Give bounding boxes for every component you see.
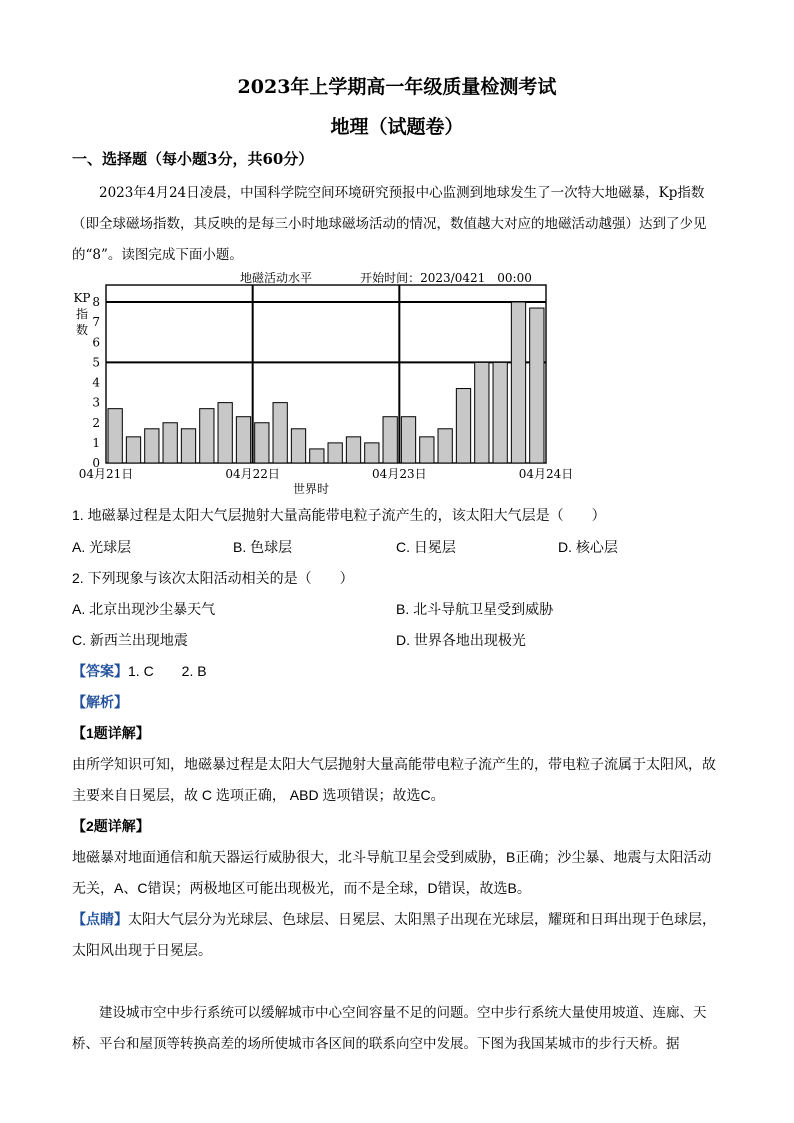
answer-line bbox=[72, 661, 207, 681]
y-tick-2: 2 bbox=[92, 415, 100, 430]
bar-11 bbox=[310, 449, 324, 463]
passage-1: 2023年4月24日凌晨，中国科学院空间环境研究预报中心监测到地球发生了一次特大地磁暴，Kp指数（即全球磁场指数，其反映的是每三小时地球磁场活动的情况，数值越大对应的地磁活动越强）达到了少见的“8”。读图完成下面小题。 bbox=[72, 185, 707, 263]
bar-17 bbox=[420, 437, 434, 463]
y-tick-5: 5 bbox=[92, 355, 100, 370]
passage-2: 建设城市空中步行系统可以缓解城市中心空间容量不足的问题。空中步行系统大量使用坡道、连廊、天桥、平台和屋顶等转换高差的场所使城市各区间的联系向空中发展。下图为我国某城市的步行天桥。据 bbox=[72, 1005, 707, 1052]
bar-20 bbox=[475, 362, 489, 463]
q2-option-d: D. 世界各地出现极光 bbox=[396, 632, 526, 648]
bar-18 bbox=[438, 429, 452, 463]
exam-subtitle: 地理（试题卷） bbox=[330, 116, 464, 138]
y-tick-3: 3 bbox=[92, 395, 100, 410]
y-tick-7: 7 bbox=[92, 315, 100, 330]
tip-text: 太阳大气层分为光球层、色球层、日冕层、太阳黑子出现在光球层，耀斑和日珥出现于色球层，太阳风出现于日冕层。 bbox=[72, 911, 716, 958]
q1-option-c: C. 日冕层 bbox=[396, 539, 456, 555]
detail-2-label: 【2题详解】 bbox=[72, 818, 150, 834]
x-axis-label: 世界时 bbox=[292, 482, 330, 496]
answer-text: 1. C 2. B bbox=[128, 663, 207, 679]
y-axis-label-kp: KP bbox=[73, 291, 91, 305]
bar-12 bbox=[328, 443, 342, 463]
bar-23 bbox=[530, 308, 544, 463]
bar-4 bbox=[181, 429, 195, 463]
y-tick-1: 1 bbox=[92, 435, 100, 450]
bar-10 bbox=[291, 429, 305, 463]
section-heading: 一、选择题（每小题3分，共60分） bbox=[72, 150, 314, 168]
x-day-label-0: 04月21日 bbox=[78, 467, 134, 481]
tip-label: 【点睛】 bbox=[72, 911, 128, 927]
y-axis-label-shu: 数 bbox=[75, 323, 89, 337]
y-tick-0: 0 bbox=[92, 456, 100, 470]
bar-16 bbox=[401, 417, 415, 463]
bar-6 bbox=[218, 403, 232, 463]
kp-index-chart bbox=[66, 266, 574, 498]
bar-15 bbox=[383, 417, 397, 463]
analysis-label: 【解析】 bbox=[72, 694, 128, 710]
y-tick-8: 8 bbox=[92, 295, 100, 309]
y-axis-label-zhi: 指 bbox=[75, 307, 89, 321]
bar-21 bbox=[493, 362, 507, 463]
bar-8 bbox=[255, 423, 269, 463]
x-day-label-1: 04月22日 bbox=[225, 467, 280, 481]
question-1-stem: 1. 地磁暴过程是太阳大气层抛射大量高能带电粒子流产生的，该太阳大气层是（ ） bbox=[72, 507, 606, 523]
question-2-stem: 2. 下列现象与该次太阳活动相关的是（ ） bbox=[72, 570, 354, 586]
q2-option-a: A. 北京出现沙尘暴天气 bbox=[72, 601, 216, 617]
bar-9 bbox=[273, 403, 287, 463]
exam-title: 2023年上学期高一年级质量检测考试 bbox=[237, 76, 557, 98]
chart-start-time: 开始时间：2023/0421 00:00 bbox=[360, 271, 532, 285]
chart-title: 地磁活动水平 bbox=[239, 271, 313, 285]
q2-option-b: B. 北斗导航卫星受到威胁 bbox=[396, 601, 554, 617]
detail-1-label: 【1题详解】 bbox=[72, 725, 150, 741]
q1-option-b: B. 色球层 bbox=[233, 539, 293, 555]
bar-5 bbox=[200, 409, 214, 463]
bar-22 bbox=[511, 302, 525, 463]
bar-2 bbox=[145, 429, 159, 463]
bar-19 bbox=[456, 389, 470, 463]
q1-option-a: A. 光球层 bbox=[72, 539, 132, 555]
bar-1 bbox=[126, 437, 140, 463]
q2-option-c: C. 新西兰出现地震 bbox=[72, 632, 188, 648]
bar-3 bbox=[163, 423, 177, 463]
detail-2-text: 地磁暴对地面通信和航天器运行威胁很大，北斗导航卫星会受到威胁，B正确；沙尘暴、地震与太阳活动无关，A、C错误；两极地区可能出现极光，而不是全球，D错误，故选B。 bbox=[72, 849, 712, 896]
q1-option-d: D. 核心层 bbox=[558, 539, 618, 555]
answer-label: 【答案】 bbox=[72, 663, 128, 679]
bar-0 bbox=[108, 409, 122, 463]
tip-block bbox=[72, 904, 724, 966]
bar-14 bbox=[365, 443, 379, 463]
bar-13 bbox=[346, 437, 360, 463]
x-day-label-2: 04月23日 bbox=[372, 467, 427, 481]
y-tick-4: 4 bbox=[92, 375, 100, 390]
y-tick-6: 6 bbox=[92, 335, 100, 350]
x-day-label-3: 04月24日 bbox=[518, 467, 574, 481]
bar-7 bbox=[236, 417, 250, 463]
detail-1-text: 由所学知识可知，地磁暴过程是太阳大气层抛射大量高能带电粒子流产生的，带电粒子流属于太阳风，故主要来自日冕层，故 C 选项正确， ABD 选项错误；故选C。 bbox=[72, 756, 716, 803]
